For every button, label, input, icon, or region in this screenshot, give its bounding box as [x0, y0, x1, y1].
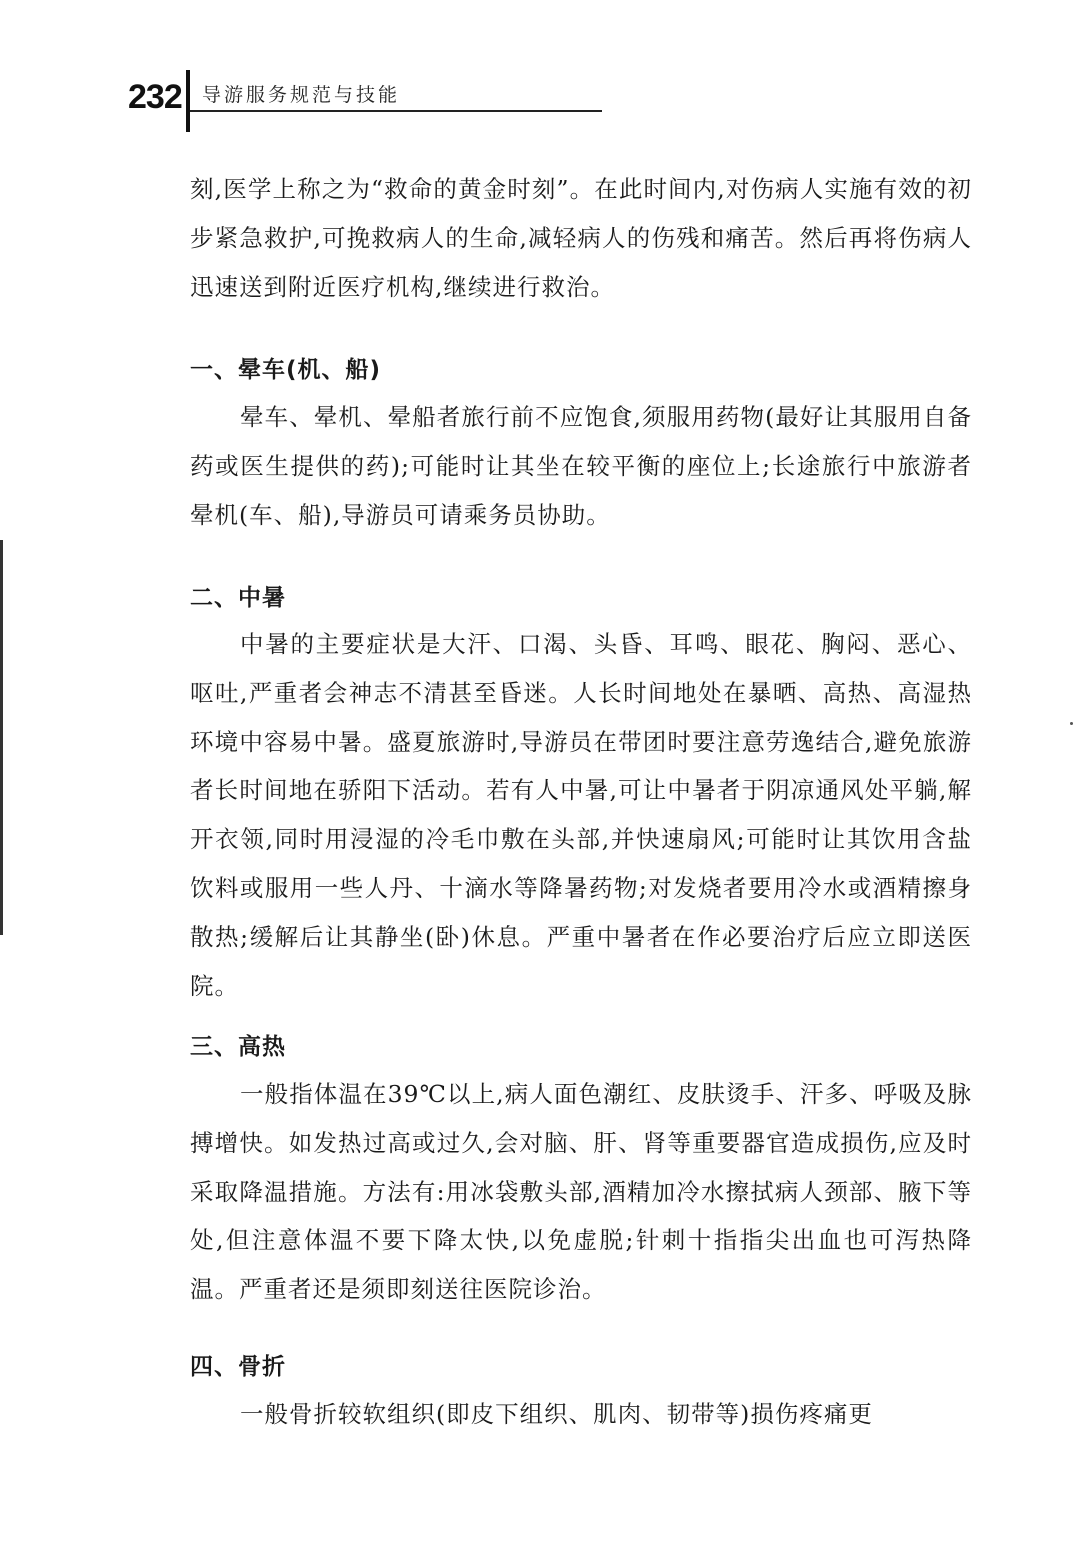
section-heading-fracture: 四、骨折: [190, 1354, 286, 1380]
section-heading-heatstroke: 二、中暑: [190, 585, 286, 611]
section-heading-motion-sickness: 一、晕车(机、船): [190, 357, 382, 383]
continuation-paragraph: 刻,医学上称之为“救命的黄金时刻”。在此时间内,对伤病人实施有效的初步紧急救护,可挽救病人的生命,减轻病人的伤残和痛苦。然后再将伤病人迅速送到附近医疗机构,继续进行救治。: [190, 175, 972, 301]
scan-speck: [1070, 722, 1073, 725]
section-text-fracture: 一般骨折较软组织(即皮下组织、肌肉、韧带等)损伤疼痛更: [240, 1400, 873, 1428]
section-text-high-fever: 一般指体温在39℃以上,病人面色潮红、皮肤烫手、汗多、呼吸及脉搏增快。如发热过高或过久,会对脑、肝、肾等重要器官造成损伤,应及时采取降温措施。方法有:用冰袋敷头部,酒精加冷水擦拭病人颈部、腋下等处,但注意体温不要下降太快,以免虚脱;针刺十指指尖出血也可泻热降温。严重者还是须即刻送往医院诊治。: [190, 1080, 972, 1304]
header-rule: [190, 110, 602, 112]
section-text-motion-sickness: 晕车、晕机、晕船者旅行前不应饱食,须服用药物(最好让其服用自备药或医生提供的药);可能时让其坐在较平衡的座位上;长途旅行中旅游者晕机(车、船),导游员可请乘务员协助。: [190, 403, 972, 529]
running-title: 导游服务规范与技能: [202, 84, 401, 106]
section-heading-high-fever: 三、高热: [190, 1034, 286, 1060]
section-text-heatstroke: 中暑的主要症状是大汗、口渴、头昏、耳鸣、眼花、胸闷、恶心、呕吐,严重者会神志不清甚至昏迷。人长时间地处在暴晒、高热、高湿热环境中容易中暑。盛夏旅游时,导游员在带团时要注意劳逸结合,避免旅游者长时间地在骄阳下活动。若有人中暑,可让中暑者于阴凉通风处平躺,解开衣领,同时用浸湿的冷毛巾敷在头部,并快速扇风;可能时让其饮用含盐饮料或服用一些人丹、十滴水等降暑药物;对发烧者要用冷水或酒精擦身散热;缓解后让其静坐(卧)休息。严重中暑者在作必要治疗后应立即送医院。: [190, 630, 972, 1000]
scan-margin-mark: [0, 540, 3, 935]
page-number: 232: [128, 78, 182, 116]
header-vertical-bar: [186, 70, 190, 132]
